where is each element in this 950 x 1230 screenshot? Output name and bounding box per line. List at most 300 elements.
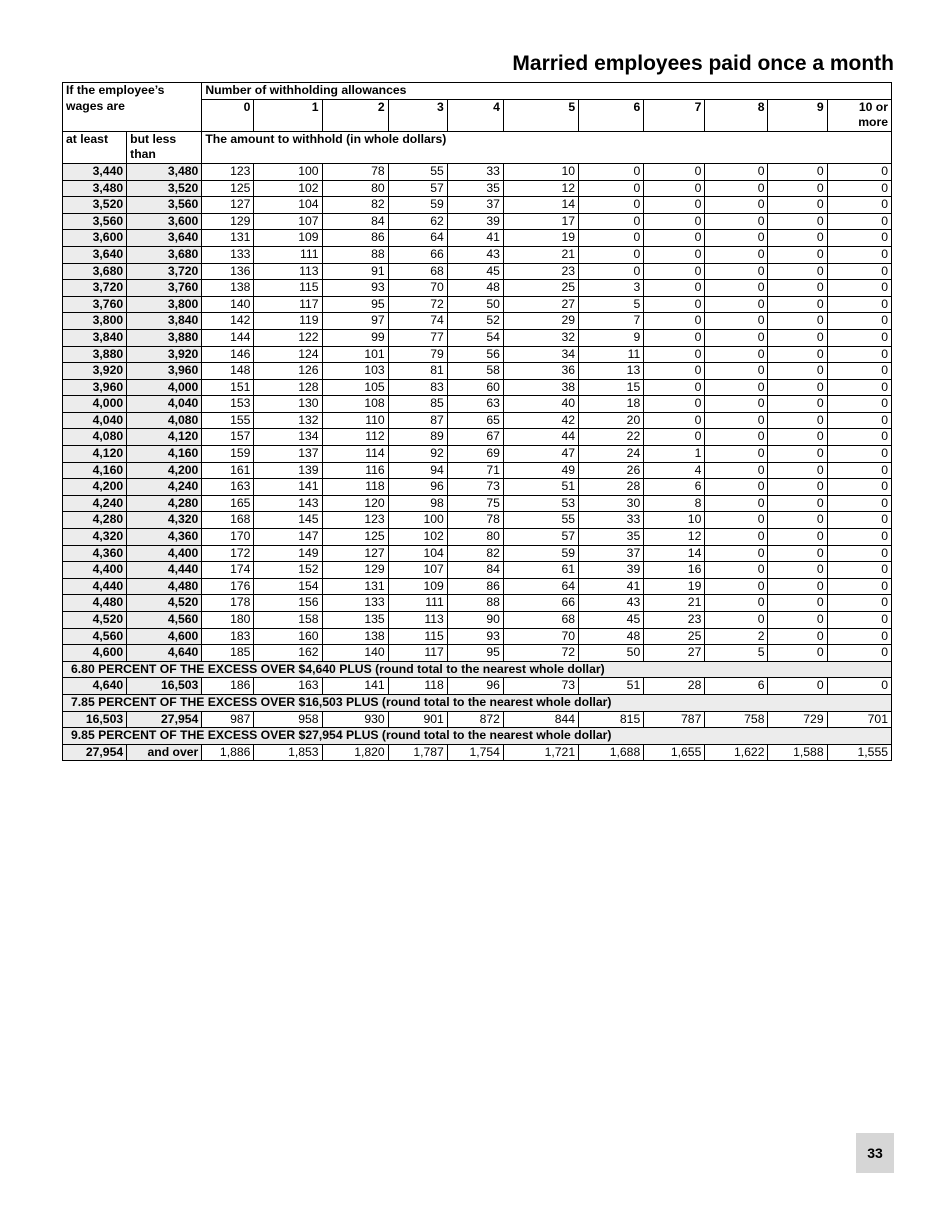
withholding-cell: 123 xyxy=(322,512,388,529)
withholding-cell: 0 xyxy=(827,246,891,263)
withholding-cell: 147 xyxy=(254,529,322,546)
amount-header: The amount to withhold (in whole dollars) xyxy=(202,131,892,163)
withholding-cell: 0 xyxy=(768,578,827,595)
withholding-cell: 153 xyxy=(202,396,254,413)
withholding-cell: 115 xyxy=(388,628,447,645)
withholding-cell: 23 xyxy=(644,612,705,629)
withholding-cell: 10 xyxy=(503,163,578,180)
at-least-cell: 4,160 xyxy=(63,462,127,479)
withholding-cell: 0 xyxy=(827,197,891,214)
withholding-cell: 43 xyxy=(447,246,503,263)
but-less-cell: 3,880 xyxy=(127,329,202,346)
withholding-cell: 158 xyxy=(254,612,322,629)
withholding-cell: 48 xyxy=(579,628,644,645)
withholding-cell: 59 xyxy=(388,197,447,214)
withholding-cell: 105 xyxy=(322,379,388,396)
withholding-cell: 125 xyxy=(202,180,254,197)
withholding-cell: 102 xyxy=(388,529,447,546)
withholding-cell: 70 xyxy=(388,280,447,297)
withholding-cell: 63 xyxy=(447,396,503,413)
withholding-cell: 0 xyxy=(827,446,891,463)
withholding-cell: 45 xyxy=(447,263,503,280)
withholding-cell: 0 xyxy=(768,412,827,429)
withholding-cell: 0 xyxy=(705,296,768,313)
withholding-cell: 39 xyxy=(447,213,503,230)
withholding-cell: 95 xyxy=(322,296,388,313)
table-row xyxy=(63,512,892,529)
withholding-cell: 15 xyxy=(579,379,644,396)
withholding-cell: 13 xyxy=(579,363,644,380)
withholding-cell: 55 xyxy=(503,512,578,529)
table-row xyxy=(63,396,892,413)
but-less-cell: 4,160 xyxy=(127,446,202,463)
withholding-cell: 0 xyxy=(705,346,768,363)
withholding-cell: 130 xyxy=(254,396,322,413)
withholding-cell: 787 xyxy=(644,711,705,728)
table-row xyxy=(63,313,892,330)
at-least-cell: 3,880 xyxy=(63,346,127,363)
withholding-cell: 68 xyxy=(388,263,447,280)
withholding-cell: 50 xyxy=(579,645,644,662)
withholding-cell: 141 xyxy=(254,479,322,496)
at-least-cell: 4,040 xyxy=(63,412,127,429)
withholding-cell: 729 xyxy=(768,711,827,728)
withholding-cell: 701 xyxy=(827,711,891,728)
withholding-cell: 0 xyxy=(644,379,705,396)
at-least-cell: 4,640 xyxy=(63,678,127,695)
withholding-cell: 0 xyxy=(827,263,891,280)
at-least-cell: 3,720 xyxy=(63,280,127,297)
withholding-cell: 19 xyxy=(644,578,705,595)
but-less-cell: 3,920 xyxy=(127,346,202,363)
percent-band-note: 9.85 PERCENT OF THE EXCESS OVER $27,954 PLUS (round total to the nearest whole dollar) xyxy=(63,728,892,745)
withholding-cell: 107 xyxy=(388,562,447,579)
withholding-cell: 176 xyxy=(202,578,254,595)
withholding-cell: 111 xyxy=(388,595,447,612)
table-row xyxy=(63,329,892,346)
allowance-column-header: 5 xyxy=(503,99,578,131)
withholding-cell: 89 xyxy=(388,429,447,446)
withholding-cell: 0 xyxy=(705,612,768,629)
withholding-cell: 142 xyxy=(202,313,254,330)
withholding-cell: 123 xyxy=(202,163,254,180)
withholding-cell: 56 xyxy=(447,346,503,363)
withholding-cell: 1,655 xyxy=(644,744,705,761)
but-less-cell: 4,000 xyxy=(127,379,202,396)
withholding-cell: 28 xyxy=(579,479,644,496)
withholding-cell: 159 xyxy=(202,446,254,463)
withholding-cell: 160 xyxy=(254,628,322,645)
percent-band-row xyxy=(63,661,892,678)
table-row xyxy=(63,495,892,512)
withholding-cell: 113 xyxy=(388,612,447,629)
withholding-cell: 19 xyxy=(503,230,578,247)
allowance-column-header: 0 xyxy=(202,99,254,131)
withholding-cell: 138 xyxy=(322,628,388,645)
withholding-cell: 183 xyxy=(202,628,254,645)
withholding-cell: 0 xyxy=(705,263,768,280)
withholding-cell: 145 xyxy=(254,512,322,529)
withholding-cell: 0 xyxy=(768,429,827,446)
withholding-cell: 99 xyxy=(322,329,388,346)
withholding-cell: 128 xyxy=(254,379,322,396)
withholding-cell: 0 xyxy=(579,263,644,280)
withholding-cell: 53 xyxy=(503,495,578,512)
withholding-cell: 0 xyxy=(768,329,827,346)
withholding-cell: 0 xyxy=(579,197,644,214)
withholding-cell: 0 xyxy=(705,197,768,214)
withholding-cell: 29 xyxy=(503,313,578,330)
withholding-cell: 108 xyxy=(322,396,388,413)
withholding-cell: 0 xyxy=(768,562,827,579)
withholding-cell: 57 xyxy=(503,529,578,546)
but-less-cell: 4,600 xyxy=(127,628,202,645)
withholding-cell: 93 xyxy=(447,628,503,645)
withholding-cell: 100 xyxy=(388,512,447,529)
withholding-cell: 930 xyxy=(322,711,388,728)
withholding-cell: 80 xyxy=(447,529,503,546)
withholding-cell: 25 xyxy=(503,280,578,297)
at-least-cell: 3,960 xyxy=(63,379,127,396)
withholding-cell: 0 xyxy=(705,495,768,512)
withholding-cell: 71 xyxy=(447,462,503,479)
withholding-cell: 35 xyxy=(579,529,644,546)
withholding-cell: 45 xyxy=(579,612,644,629)
withholding-cell: 178 xyxy=(202,595,254,612)
withholding-cell: 82 xyxy=(447,545,503,562)
withholding-cell: 0 xyxy=(827,578,891,595)
withholding-cell: 91 xyxy=(322,263,388,280)
withholding-cell: 72 xyxy=(388,296,447,313)
at-least-cell: 4,520 xyxy=(63,612,127,629)
withholding-cell: 23 xyxy=(503,263,578,280)
but-less-than-header: but less than xyxy=(127,131,202,163)
but-less-cell: 4,640 xyxy=(127,645,202,662)
withholding-cell: 0 xyxy=(705,512,768,529)
withholding-cell: 0 xyxy=(768,197,827,214)
table-row xyxy=(63,163,892,180)
page-title: Married employees paid once a month xyxy=(512,52,894,75)
withholding-cell: 0 xyxy=(827,363,891,380)
table-row xyxy=(63,446,892,463)
withholding-cell: 0 xyxy=(644,363,705,380)
withholding-cell: 14 xyxy=(503,197,578,214)
withholding-cell: 27 xyxy=(644,645,705,662)
withholding-cell: 0 xyxy=(827,213,891,230)
withholding-cell: 0 xyxy=(705,313,768,330)
withholding-cell: 102 xyxy=(254,180,322,197)
withholding-cell: 57 xyxy=(388,180,447,197)
withholding-cell: 127 xyxy=(202,197,254,214)
withholding-cell: 135 xyxy=(322,612,388,629)
withholding-cell: 0 xyxy=(827,296,891,313)
withholding-cell: 113 xyxy=(254,263,322,280)
withholding-cell: 958 xyxy=(254,711,322,728)
withholding-cell: 987 xyxy=(202,711,254,728)
withholding-cell: 0 xyxy=(644,313,705,330)
withholding-cell: 0 xyxy=(768,529,827,546)
table-row xyxy=(63,562,892,579)
withholding-cell: 50 xyxy=(447,296,503,313)
withholding-cell: 69 xyxy=(447,446,503,463)
withholding-cell: 0 xyxy=(768,512,827,529)
withholding-cell: 21 xyxy=(503,246,578,263)
withholding-cell: 0 xyxy=(768,313,827,330)
withholding-cell: 0 xyxy=(827,462,891,479)
at-least-cell: 4,120 xyxy=(63,446,127,463)
withholding-cell: 67 xyxy=(447,429,503,446)
wages-header: If the employee’s wages are xyxy=(63,83,202,132)
at-least-cell: 3,760 xyxy=(63,296,127,313)
but-less-cell: 3,520 xyxy=(127,180,202,197)
withholding-cell: 8 xyxy=(644,495,705,512)
table-row xyxy=(63,529,892,546)
withholding-cell: 95 xyxy=(447,645,503,662)
at-least-header: at least xyxy=(63,131,127,163)
percent-band-row xyxy=(63,694,892,711)
withholding-cell: 138 xyxy=(202,280,254,297)
withholding-cell: 0 xyxy=(827,329,891,346)
withholding-cell: 39 xyxy=(579,562,644,579)
withholding-cell: 163 xyxy=(202,479,254,496)
withholding-cell: 0 xyxy=(827,412,891,429)
withholding-cell: 122 xyxy=(254,329,322,346)
at-least-cell: 4,200 xyxy=(63,479,127,496)
withholding-cell: 0 xyxy=(705,163,768,180)
but-less-cell: 4,560 xyxy=(127,612,202,629)
withholding-cell: 0 xyxy=(644,412,705,429)
withholding-cell: 0 xyxy=(644,197,705,214)
but-less-cell: 4,480 xyxy=(127,578,202,595)
withholding-cell: 27 xyxy=(503,296,578,313)
withholding-cell: 41 xyxy=(579,578,644,595)
withholding-cell: 0 xyxy=(705,396,768,413)
withholding-cell: 68 xyxy=(503,612,578,629)
withholding-cell: 1,688 xyxy=(579,744,644,761)
withholding-cell: 118 xyxy=(322,479,388,496)
withholding-cell: 0 xyxy=(768,296,827,313)
withholding-cell: 1,622 xyxy=(705,744,768,761)
withholding-cell: 90 xyxy=(447,612,503,629)
withholding-cell: 844 xyxy=(503,711,578,728)
allowances-header: Number of withholding allowances xyxy=(202,83,892,100)
withholding-cell: 133 xyxy=(202,246,254,263)
withholding-cell: 54 xyxy=(447,329,503,346)
table-row xyxy=(63,346,892,363)
withholding-cell: 172 xyxy=(202,545,254,562)
withholding-cell: 6 xyxy=(644,479,705,496)
at-least-cell: 4,400 xyxy=(63,562,127,579)
at-least-cell: 4,320 xyxy=(63,529,127,546)
withholding-cell: 66 xyxy=(388,246,447,263)
withholding-cell: 0 xyxy=(827,495,891,512)
withholding-cell: 83 xyxy=(388,379,447,396)
allowance-column-header: 10 or more xyxy=(827,99,891,131)
but-less-cell: 3,640 xyxy=(127,230,202,247)
withholding-cell: 93 xyxy=(322,280,388,297)
at-least-cell: 3,840 xyxy=(63,329,127,346)
withholding-cell: 0 xyxy=(827,280,891,297)
withholding-cell: 64 xyxy=(388,230,447,247)
withholding-cell: 103 xyxy=(322,363,388,380)
but-less-cell: 3,480 xyxy=(127,163,202,180)
withholding-cell: 112 xyxy=(322,429,388,446)
but-less-cell: 3,680 xyxy=(127,246,202,263)
withholding-cell: 6 xyxy=(705,678,768,695)
withholding-cell: 151 xyxy=(202,379,254,396)
withholding-cell: 58 xyxy=(447,363,503,380)
withholding-cell: 36 xyxy=(503,363,578,380)
but-less-cell: 4,400 xyxy=(127,545,202,562)
withholding-cell: 1,588 xyxy=(768,744,827,761)
withholding-cell: 0 xyxy=(644,429,705,446)
but-less-cell: 3,840 xyxy=(127,313,202,330)
withholding-cell: 4 xyxy=(644,462,705,479)
at-least-cell: 4,000 xyxy=(63,396,127,413)
at-least-cell: 3,560 xyxy=(63,213,127,230)
table-row xyxy=(63,612,892,629)
but-less-cell: 4,280 xyxy=(127,495,202,512)
table-row xyxy=(63,246,892,263)
withholding-cell: 96 xyxy=(447,678,503,695)
at-least-cell: 4,080 xyxy=(63,429,127,446)
but-less-cell: 4,320 xyxy=(127,512,202,529)
withholding-cell: 35 xyxy=(447,180,503,197)
withholding-cell: 32 xyxy=(503,329,578,346)
withholding-cell: 114 xyxy=(322,446,388,463)
withholding-cell: 5 xyxy=(705,645,768,662)
withholding-cell: 104 xyxy=(388,545,447,562)
table-row xyxy=(63,479,892,496)
withholding-cell: 82 xyxy=(322,197,388,214)
withholding-cell: 0 xyxy=(768,495,827,512)
withholding-cell: 75 xyxy=(447,495,503,512)
but-less-cell: and over xyxy=(127,744,202,761)
withholding-cell: 78 xyxy=(447,512,503,529)
at-least-cell: 3,680 xyxy=(63,263,127,280)
withholding-cell: 115 xyxy=(254,280,322,297)
but-less-cell: 3,720 xyxy=(127,263,202,280)
withholding-cell: 60 xyxy=(447,379,503,396)
withholding-cell: 55 xyxy=(388,163,447,180)
allowance-column-header: 7 xyxy=(644,99,705,131)
withholding-cell: 9 xyxy=(579,329,644,346)
withholding-cell: 73 xyxy=(447,479,503,496)
at-least-cell: 3,920 xyxy=(63,363,127,380)
withholding-cell: 180 xyxy=(202,612,254,629)
withholding-cell: 0 xyxy=(827,396,891,413)
at-least-cell: 3,640 xyxy=(63,246,127,263)
table-row xyxy=(63,263,892,280)
withholding-cell: 77 xyxy=(388,329,447,346)
withholding-cell: 157 xyxy=(202,429,254,446)
withholding-cell: 186 xyxy=(202,678,254,695)
withholding-cell: 0 xyxy=(644,296,705,313)
at-least-cell: 3,520 xyxy=(63,197,127,214)
withholding-cell: 12 xyxy=(644,529,705,546)
withholding-cell: 0 xyxy=(827,429,891,446)
withholding-cell: 124 xyxy=(254,346,322,363)
withholding-cell: 22 xyxy=(579,429,644,446)
withholding-cell: 0 xyxy=(705,462,768,479)
withholding-cell: 1 xyxy=(644,446,705,463)
withholding-cell: 148 xyxy=(202,363,254,380)
withholding-cell: 0 xyxy=(705,412,768,429)
withholding-cell: 101 xyxy=(322,346,388,363)
withholding-cell: 0 xyxy=(768,595,827,612)
page-number: 33 xyxy=(856,1133,894,1173)
withholding-cell: 28 xyxy=(644,678,705,695)
withholding-cell: 131 xyxy=(202,230,254,247)
withholding-cell: 0 xyxy=(579,180,644,197)
withholding-cell: 43 xyxy=(579,595,644,612)
withholding-cell: 140 xyxy=(202,296,254,313)
withholding-cell: 94 xyxy=(388,462,447,479)
but-less-cell: 4,200 xyxy=(127,462,202,479)
at-least-cell: 3,800 xyxy=(63,313,127,330)
table-row xyxy=(63,545,892,562)
withholding-cell: 12 xyxy=(503,180,578,197)
at-least-cell: 3,440 xyxy=(63,163,127,180)
withholding-cell: 1,886 xyxy=(202,744,254,761)
but-less-cell: 4,360 xyxy=(127,529,202,546)
withholding-cell: 156 xyxy=(254,595,322,612)
withholding-cell: 0 xyxy=(768,545,827,562)
withholding-cell: 111 xyxy=(254,246,322,263)
allowance-column-header: 9 xyxy=(768,99,827,131)
withholding-cell: 0 xyxy=(768,213,827,230)
withholding-cell: 100 xyxy=(254,163,322,180)
withholding-cell: 0 xyxy=(644,163,705,180)
but-less-cell: 4,240 xyxy=(127,479,202,496)
withholding-cell: 51 xyxy=(503,479,578,496)
withholding-cell: 80 xyxy=(322,180,388,197)
table-row xyxy=(63,180,892,197)
at-least-cell: 4,480 xyxy=(63,595,127,612)
withholding-cell: 0 xyxy=(644,329,705,346)
withholding-cell: 120 xyxy=(322,495,388,512)
withholding-cell: 52 xyxy=(447,313,503,330)
withholding-cell: 0 xyxy=(705,562,768,579)
at-least-cell: 4,600 xyxy=(63,645,127,662)
table-row xyxy=(63,230,892,247)
percent-band-note: 6.80 PERCENT OF THE EXCESS OVER $4,640 PLUS (round total to the nearest whole dollar) xyxy=(63,661,892,678)
withholding-cell: 0 xyxy=(827,512,891,529)
table-row xyxy=(63,280,892,297)
withholding-cell: 51 xyxy=(579,678,644,695)
withholding-cell: 0 xyxy=(705,280,768,297)
withholding-cell: 185 xyxy=(202,645,254,662)
withholding-cell: 85 xyxy=(388,396,447,413)
withholding-cell: 48 xyxy=(447,280,503,297)
table-row xyxy=(63,678,892,695)
withholding-cell: 14 xyxy=(644,545,705,562)
withholding-cell: 62 xyxy=(388,213,447,230)
withholding-cell: 117 xyxy=(254,296,322,313)
withholding-cell: 2 xyxy=(705,628,768,645)
allowance-column-header: 4 xyxy=(447,99,503,131)
withholding-cell: 0 xyxy=(768,678,827,695)
withholding-cell: 0 xyxy=(827,595,891,612)
withholding-cell: 79 xyxy=(388,346,447,363)
withholding-cell: 16 xyxy=(644,562,705,579)
withholding-cell: 0 xyxy=(768,645,827,662)
but-less-cell: 27,954 xyxy=(127,711,202,728)
but-less-cell: 3,600 xyxy=(127,213,202,230)
withholding-cell: 0 xyxy=(644,396,705,413)
withholding-cell: 20 xyxy=(579,412,644,429)
table-row xyxy=(63,379,892,396)
